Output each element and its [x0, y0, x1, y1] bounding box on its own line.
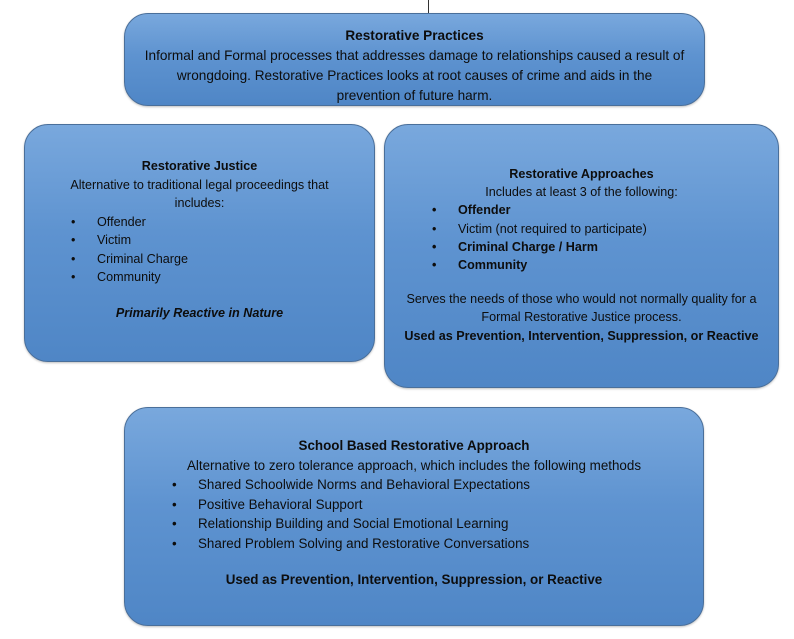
list-item: • Victim (not required to participate): [458, 220, 778, 238]
list-item: • Positive Behavioral Support: [198, 495, 703, 515]
restorative-justice-title: Restorative Justice: [141, 159, 258, 173]
restorative-practices-line: Informal and Formal processes that addresses damage to relationships caused a result of: [144, 48, 685, 63]
list-item: • Relationship Building and Social Emotional Learning: [198, 514, 703, 534]
restorative-justice-intro: Alternative to traditional legal proceedings that: [70, 177, 329, 192]
restorative-approaches-footer: Used as Prevention, Intervention, Suppression, or Reactive: [404, 328, 759, 343]
list-item: • Victim: [97, 231, 374, 250]
school-based-approach-box: [124, 407, 704, 626]
school-based-approach-title: School Based Restorative Approach: [298, 438, 530, 453]
restorative-approaches-title: Restorative Approaches: [509, 167, 654, 181]
list-item: • Community: [97, 268, 374, 287]
list-item: • Criminal Charge: [97, 250, 374, 269]
list-item: • Shared Problem Solving and Restorative Conversations: [198, 534, 703, 554]
school-based-approach-footer: Used as Prevention, Intervention, Suppression, or Reactive: [225, 572, 603, 587]
restorative-approaches-list: [458, 201, 778, 274]
restorative-practices-line: wrongdoing. Restorative Practices looks at root causes of crime and aids in the: [176, 68, 653, 83]
restorative-approaches-note: Formal Restorative Justice process.: [481, 310, 682, 325]
list-item: • Criminal Charge / Harm: [458, 238, 778, 256]
restorative-approaches-box: [384, 124, 779, 388]
restorative-approaches-note: Serves the needs of those who would not normally quality for a: [406, 292, 757, 307]
restorative-practices-line: prevention of future harm.: [336, 88, 493, 103]
list-item: • Offender: [97, 213, 374, 232]
restorative-justice-box: [24, 124, 375, 362]
list-item: • Shared Schoolwide Norms and Behavioral Expectations: [198, 475, 703, 495]
restorative-approaches-intro: Includes at least 3 of the following:: [485, 185, 678, 200]
restorative-practices-title: Restorative Practices: [345, 28, 484, 43]
restorative-justice-intro: includes:: [174, 196, 225, 210]
restorative-justice-footer: Primarily Reactive in Nature: [115, 305, 284, 320]
school-based-approach-intro: Alternative to zero tolerance approach, which includes the following methods: [186, 457, 642, 473]
restorative-justice-list: [97, 213, 374, 287]
list-item: • Community: [458, 256, 778, 274]
list-item: • Offender: [458, 201, 778, 219]
restorative-practices-box: [124, 13, 705, 106]
connector-line: [428, 0, 429, 13]
school-based-approach-list: [198, 475, 703, 553]
